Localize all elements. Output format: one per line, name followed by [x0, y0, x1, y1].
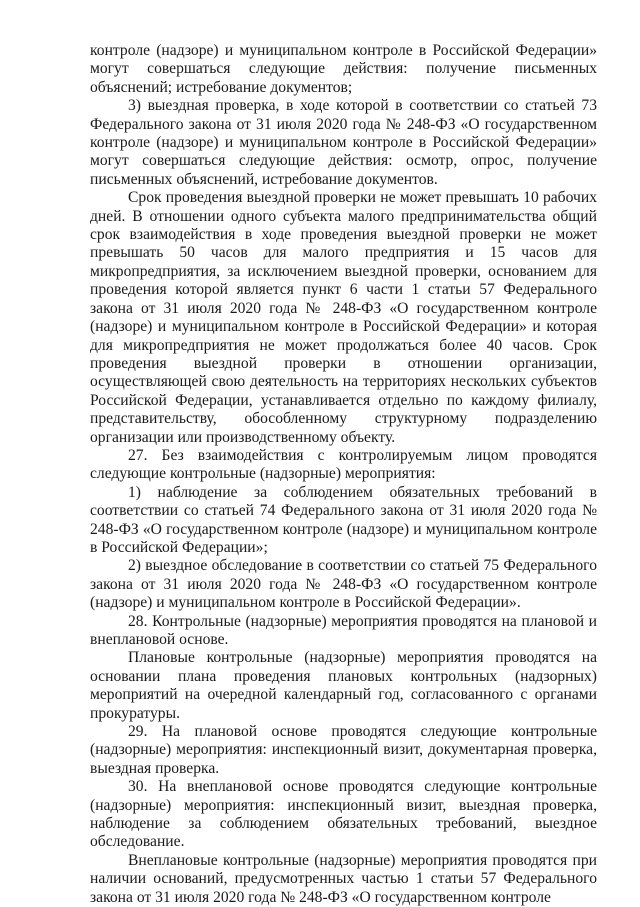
paragraph-unplanned-measures: Внеплановые контрольные (надзорные) мероприятия проводятся при наличии оснований, предусмотренных частью 1 статьи 57 Федерального закона от 31 июля 2020 года № 248-ФЗ «О государственном контроле [90, 851, 597, 906]
paragraph-inspection-duration: Срок проведения выездной проверки не может превышать 10 рабочих дней. В отношении одного субъекта малого предпринимательства общий срок взаимодействия в ходе проведения выездной проверки не может превышать 50 часов для малого предприятия и 15 часов для микропредприятия, за исключением выездной проверки, основанием для проведения которой является пункт 6 части 1 статьи 57 Федерального закона от 31 июля 2020 года № 248-ФЗ «О государственном контроле (надзоре) и муниципальном контроле в Российской Федерации» и которая для микропредприятия не может продолжаться более 40 часов. Срок проведения выездной проверки в отношении организации, осуществляющей свою деятельность на территориях нескольких субъектов Российской Федерации, устанавливается отдельно по каждому филиалу, представительству, обособленному структурному подразделению организации или производственному объекту. [90, 189, 597, 446]
paragraph-item-3: 3) выездная проверка, в ходе которой в соответствии со статьей 73 Федерального закона от 31 июля 2020 года № 248-ФЗ «О государственном контроле (надзоре) и муниципальном контроле в Российской Федерации» могут совершаться следующие действия: осмотр, опрос, получение письменных объяснений, истребование документов. [90, 97, 597, 188]
paragraph-27-item-2: 2) выездное обследование в соответствии со статьей 75 Федерального закона от 31 июля 2020 года № 248-ФЗ «О государственном контроле (надзоре) и муниципальном контроле в Российской Федерации». [90, 557, 597, 612]
paragraph-continuation: контроле (надзоре) и муниципальном контроле в Российской Федерации» могут совершаться следующие действия: получение письменных объяснений; истребование документов; [90, 42, 597, 96]
paragraph-30: 30. На внеплановой основе проводятся следующие контрольные (надзорные) мероприятия: инспекционный визит, выездная проверка, наблюдение за соблюдением обязательных требований, выездное обследование. [90, 778, 597, 851]
paragraph-27-item-1: 1) наблюдение за соблюдением обязательных требований в соответствии со статьей 74 Федерального закона от 31 июля 2020 года № 248-ФЗ «О государственном контроле (надзоре) и муниципальном контроле в Российской Федерации»; [90, 483, 597, 556]
paragraph-planned-measures: Плановые контрольные (надзорные) мероприятия проводятся на основании плана проведения плановых контрольных (надзорных) мероприятий на очередной календарный год, согласованного с органами прокуратуры. [90, 649, 597, 722]
document-page [90, 42, 597, 907]
paragraph-28: 28. Контрольные (надзорные) мероприятия проводятся на плановой и внеплановой основе. [90, 612, 597, 648]
paragraph-27: 27. Без взаимодействия с контролируемым лицом проводятся следующие контрольные (надзорные) мероприятия: [90, 446, 597, 483]
paragraph-29: 29. На плановой основе проводятся следующие контрольные (надзорные) мероприятия: инспекционный визит, документарная проверка, выездная проверка. [90, 723, 597, 777]
